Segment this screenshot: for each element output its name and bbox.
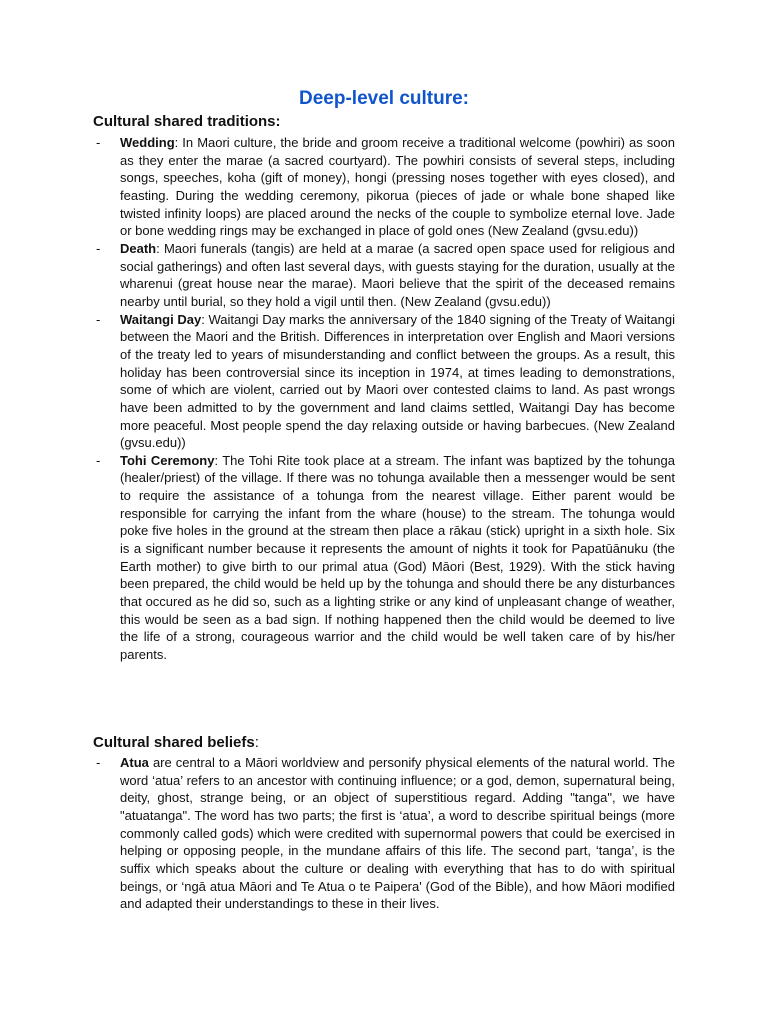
item-term: Death	[120, 240, 157, 256]
list-item-atua	[93, 754, 675, 913]
list-item-wedding	[93, 134, 675, 240]
beliefs-list	[93, 754, 675, 913]
list-bullet: -	[96, 240, 101, 256]
page-title: Deep-level culture:	[299, 88, 469, 109]
item-text: : Waitangi Day marks the anniversary of the 1840 signing of the Treaty of Waitangi between the Maori and the British. Differences in interpretation over English and Maori versions of the treaty led to years of misunderstanding and conflict between the groups. As a result, this holiday has been controversial since its inception in 1974, at times leading to demonstrations, some of which are violent, carried out by Maori over contested claims to land. As past wrongs have been admitted to by the government and land claims settled, Waitangi Day has become more peaceful. Most people spend the day relaxing outside or having barbecues. (New Zealand (gvsu.edu))	[120, 311, 675, 451]
section-heading-text: Cultural shared beliefs	[93, 734, 255, 751]
item-text: : Maori funerals (tangis) are held at a marae (a sacred open space used for religious and social gatherings) and often last several days, with guests staying for the duration, usually at the wharenui (great house near the marae). Maori believe that the spirit of the deceased remains nearby until burial, so they hold a vigil until then. (New Zealand (gvsu.edu))	[120, 240, 675, 309]
section-heading-traditions	[93, 113, 281, 130]
section-heading-beliefs	[93, 734, 259, 751]
item-text: : In Maori culture, the bride and groom receive a traditional welcome (powhiri) as soon as they enter the marae (a sacred courtyard). The powhiri consists of several steps, including songs, speeches, koha (gift of money), hongi (pressing noses together with eyes closed), and feasting. During the wedding ceremony, pikorua (pieces of jade or whale bone shaped like twisted infinity loops) are placed around the necks of the couple to symbolize eternal love. Jade or bone wedding rings may be exchanged in place of gold ones (New Zealand (gvsu.edu))	[120, 135, 675, 239]
item-text: are central to a Māori worldview and personify physical elements of the natural world. The word ‘atua’ refers to an ancestor with continuing influence; or a god, demon, supernatural being, deity, ghost, strange being, or an object of superstitious regard. Adding "tanga", we have "atuatanga". The word has two parts; the first is ‘atua’, a word to describe spiritual beings (more commonly called gods) which were credited with supernormal powers that could be exercised in helping or opposing people, in the mundane affairs of this life. The second part, ‘tanga’, is the suffix which speaks about the culture or dealing with everything that has to do with spiritual beings, or ‘ngā atua Māori and Te Atua o te Paipera' (God of the Bible), and how Māori modified and adapted their understandings to these in their lives.	[120, 755, 675, 912]
list-item-death	[93, 240, 675, 311]
list-item-tohi-ceremony	[93, 452, 675, 664]
item-text: : The Tohi Rite took place at a stream. The infant was baptized by the tohunga (healer/priest) of the village. If there was no tohunga available then a messenger would be sent to require the assistance of a tohunga from the nearest village. Either parent would be responsible for carrying the infant from the whare (house) to the stream. The tohunga would poke five holes in the ground at the stream then place a rākau (stick) upright in a sixth hole. Six is a significant number because it represents the amount of nights it took for Papatūānuku (the Earth mother) to give birth to our primal atua (God) Māori (Best, 1929). With the stick having been prepared, the child would be held up by the tohunga and should there be any disturbances that occured as he did so, such as a lighting strike or any kind of unpleasant change of weather, this would be seen as a bad sign. If nothing happened then the child would be deemed to live the life of a strong, courageous warrior and the child would be well taken care of by his/her parents.	[120, 452, 675, 663]
item-term: Wedding	[120, 135, 175, 150]
list-item-waitangi-day	[93, 311, 675, 452]
item-term: Atua	[120, 755, 149, 770]
list-bullet: -	[96, 135, 101, 150]
list-bullet: -	[96, 311, 101, 327]
list-bullet: -	[96, 452, 101, 468]
list-bullet: -	[96, 755, 101, 770]
traditions-list	[93, 134, 675, 664]
item-term: Tohi Ceremony	[120, 452, 215, 468]
section-heading-text: Cultural shared traditions:	[93, 113, 281, 130]
item-term: Waitangi Day	[120, 311, 202, 327]
section-heading-tail: :	[254, 734, 259, 751]
